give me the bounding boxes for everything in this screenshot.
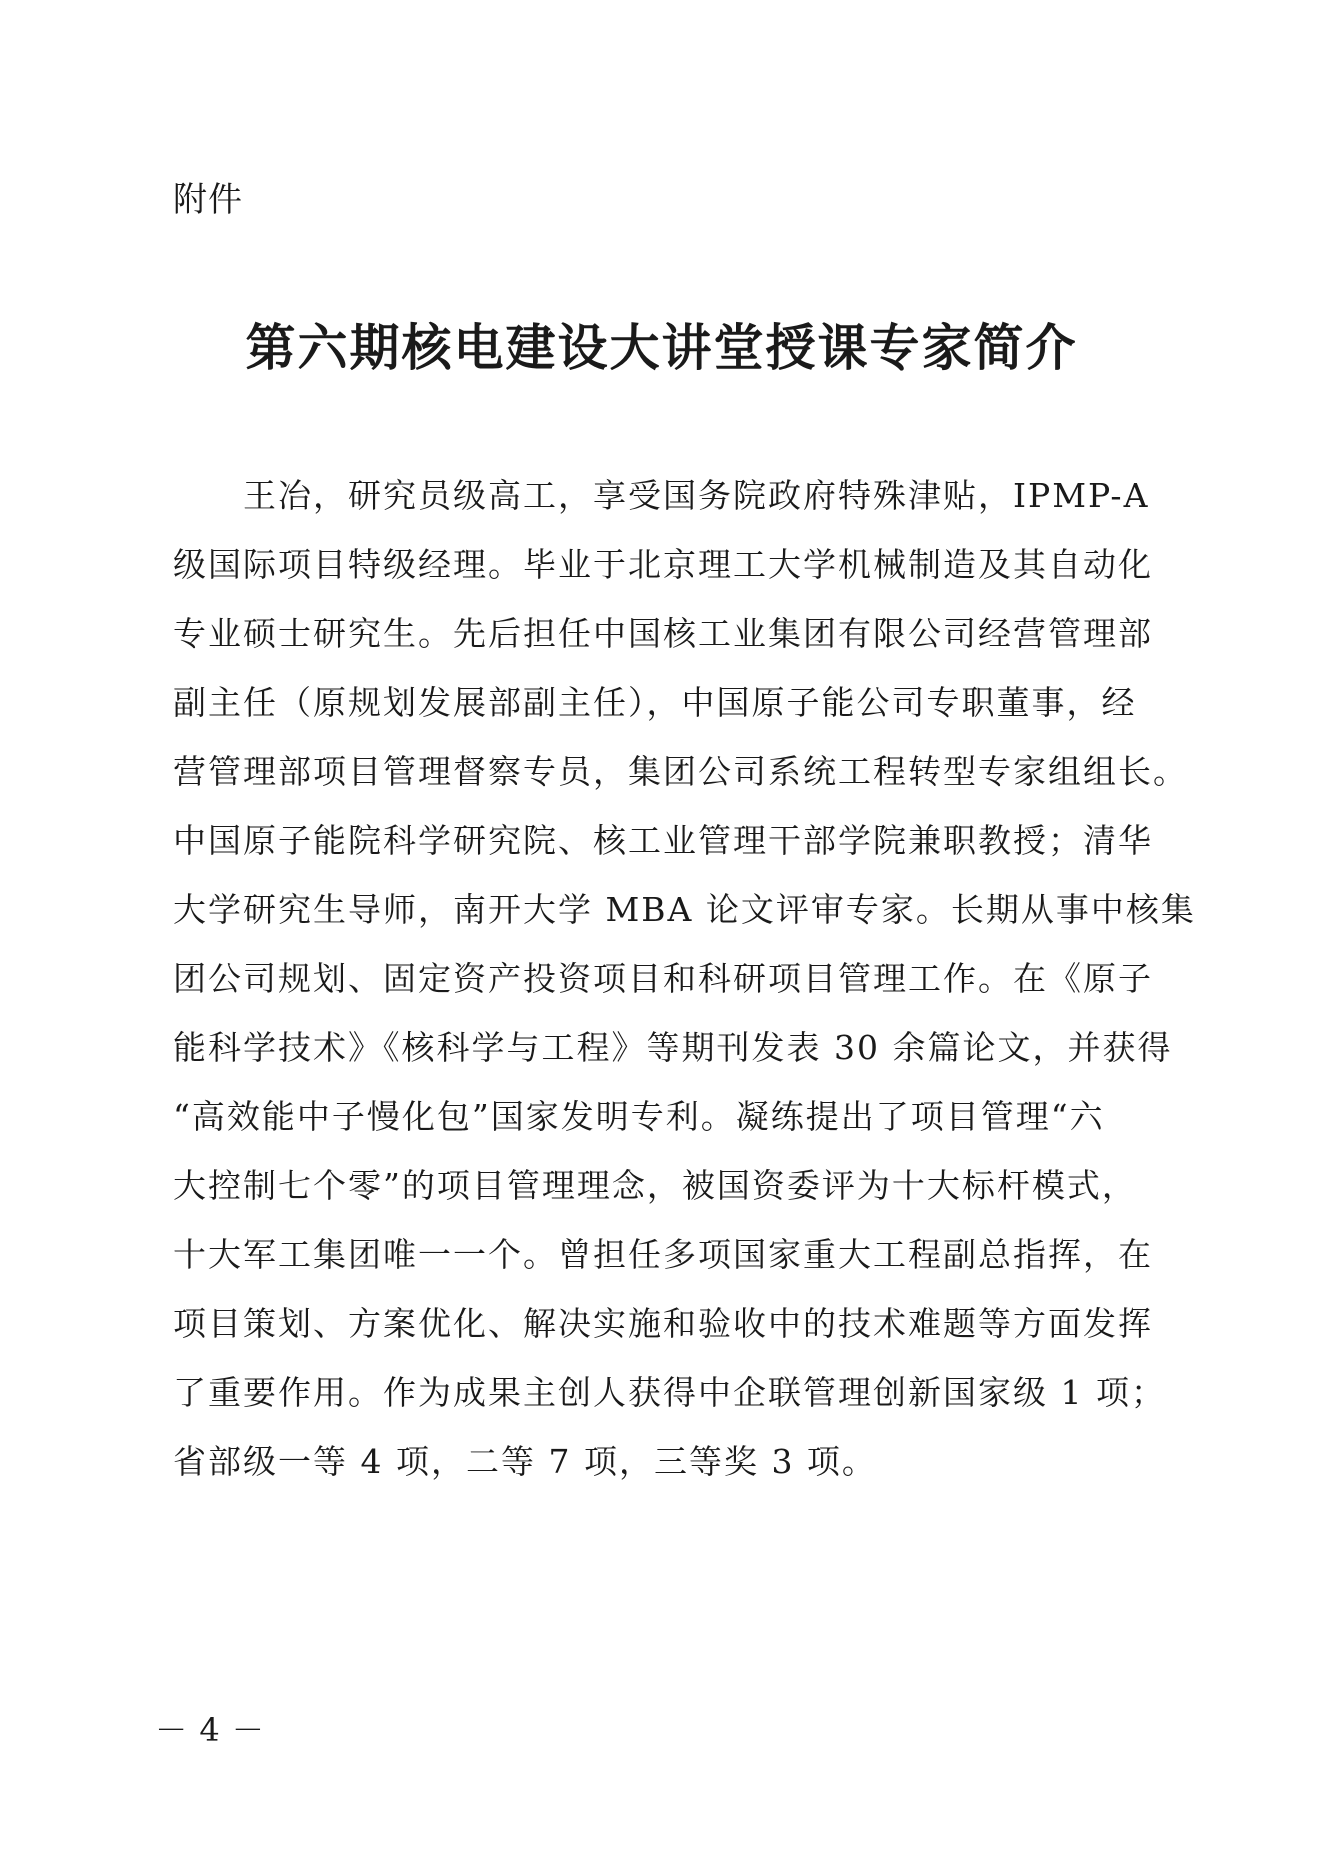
- paragraph-line: 项目策划、方案优化、解决实施和验收中的技术难题等方面发挥: [173, 1304, 1153, 1343]
- paragraph-line: 专业硕士研究生。先后担任中国核工业集团有限公司经营管理部: [173, 614, 1153, 653]
- paragraph-line: 大学研究生导师，南开大学 MBA 论文评审专家。长期从事中核集: [173, 890, 1196, 929]
- paragraph-line: 团公司规划、固定资产投资项目和科研项目管理工作。在《原子: [173, 959, 1153, 998]
- paragraph-line: 大控制七个零”的项目管理理念，被国资委评为十大标杆模式，: [173, 1166, 1137, 1205]
- paragraph-line: 了重要作用。作为成果主创人获得中企联管理创新国家级 1 项；: [173, 1373, 1166, 1412]
- attachment-label: 附件: [173, 180, 243, 220]
- paragraph-line: “高效能中子慢化包”国家发明专利。凝练提出了项目管理“六: [173, 1097, 1105, 1136]
- paragraph-line: 能科学技术》《核科学与工程》等期刊发表 30 余篇论文，并获得: [173, 1028, 1173, 1067]
- paragraph-line: 十大军工集团唯一一个。曾担任多项国家重大工程副总指挥，在: [173, 1235, 1153, 1274]
- paragraph-line: 中国原子能院科学研究院、核工业管理干部学院兼职教授；清华: [173, 821, 1153, 860]
- paragraph-line: 副主任（原规划发展部副主任），中国原子能公司专职董事，经: [173, 683, 1137, 722]
- paragraph-line: 王冶，研究员级高工，享受国务院政府特殊津贴，IPMP-A: [173, 476, 1150, 515]
- paragraph-line: 级国际项目特级经理。毕业于北京理工大学机械制造及其自动化: [173, 545, 1153, 584]
- page-number: － 4 －: [155, 1711, 265, 1749]
- paragraph-line: 省部级一等 4 项，二等 7 项，三等奖 3 项。: [173, 1442, 877, 1481]
- document-title: 第六期核电建设大讲堂授课专家简介: [245, 318, 1078, 377]
- paragraph-line: 营管理部项目管理督察专员，集团公司系统工程转型专家组组长。: [173, 752, 1188, 791]
- expert-bio-paragraph: [173, 461, 1196, 1496]
